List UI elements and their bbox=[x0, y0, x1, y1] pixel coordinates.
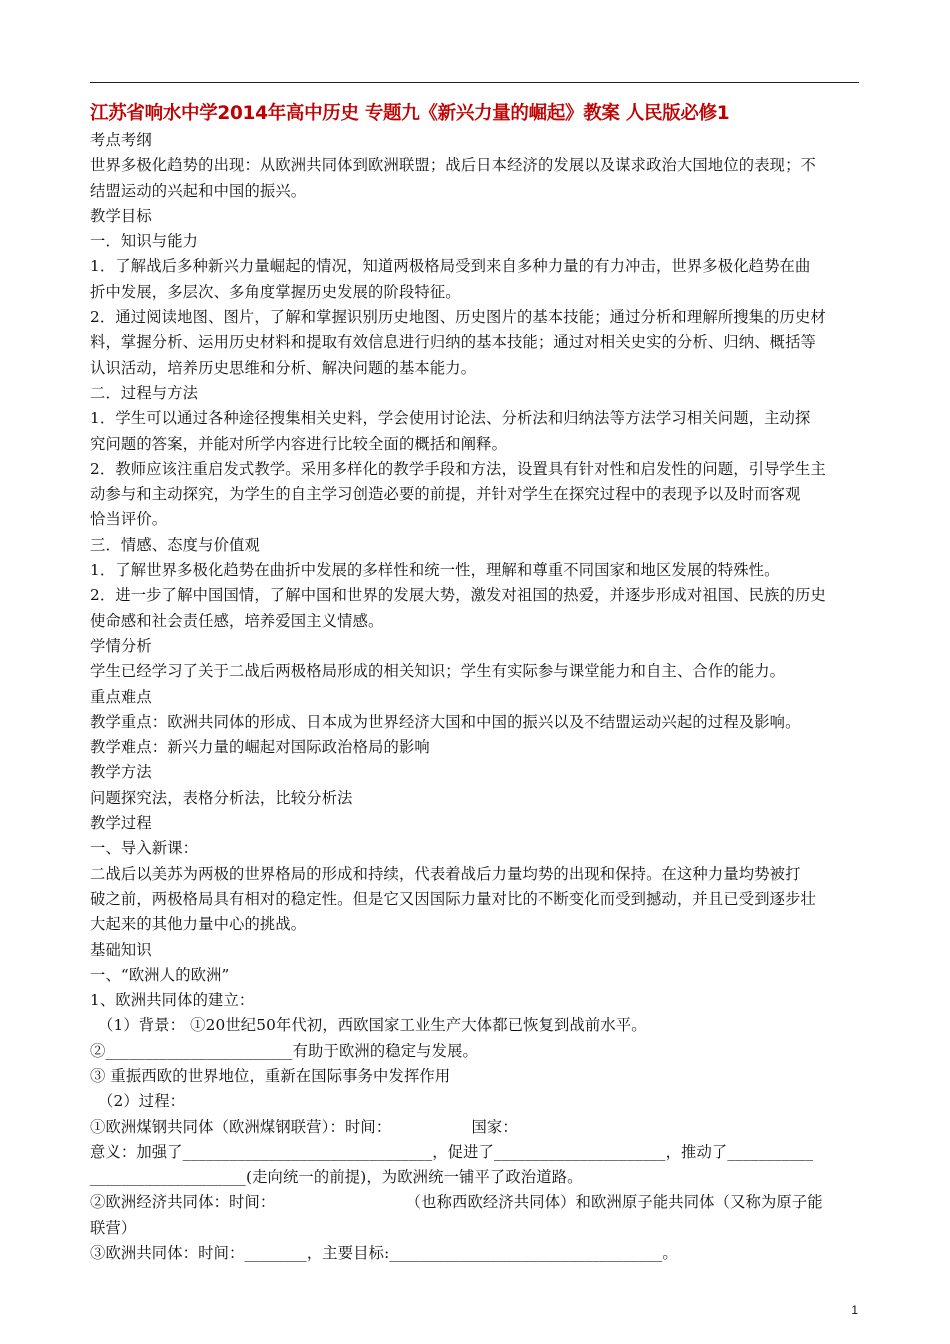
text-line: 教学难点：新兴力量的崛起对国际政治格局的影响 bbox=[90, 738, 430, 757]
text-line: 教学重点：欧洲共同体的形成、日本成为世界经济大国和中国的振兴以及不结盟运动兴起的过程及影响。 bbox=[90, 712, 801, 731]
text-line: ③ 重振西欧的世界地位，重新在国际事务中发挥作用 bbox=[90, 1066, 451, 1085]
page-number: 1 bbox=[851, 1303, 858, 1317]
text-line: ____________________(走向统一的前提)，为欧洲统一铺平了政治道路。 bbox=[90, 1168, 583, 1187]
text-line: 教学过程 bbox=[90, 814, 152, 833]
text-line: 动参与和主动探究，为学生的自主学习创造必要的前提，并针对学生在探究过程中的表现予以及时而客观 bbox=[90, 485, 801, 504]
text-line: 二战后以美苏为两极的世界格局的形成和持续，代表着战后力量均势的出现和保持。在这种力量均势被打 bbox=[90, 864, 801, 883]
text-line: 究问题的答案，并能对所学内容进行比较全面的概括和阐释。 bbox=[90, 434, 508, 453]
text-line: （2）过程： bbox=[98, 1092, 186, 1111]
text-line: 学生已经学习了关于二战后两极格局形成的相关知识；学生有实际参与课堂能力和自主、合作的能力。 bbox=[90, 662, 786, 681]
text-line: 破之前，两极格局具有相对的稳定性。但是它又因国际力量对比的不断变化而受到撼动，并且已受到逐步壮 bbox=[90, 889, 817, 908]
text-line: 1．了解战后多种新兴力量崛起的情况，知道两极格局受到来自多种力量的有力冲击，世界多极化趋势在曲 bbox=[90, 257, 811, 276]
text-line: 教学方法 bbox=[90, 763, 152, 782]
text-line: 一、导入新课： bbox=[90, 839, 199, 858]
text-line: 意义：加强了________________________________，促进了______________________，推动了___________ bbox=[90, 1142, 814, 1161]
text-line: 一、“欧洲人的欧洲” bbox=[90, 965, 230, 984]
text-line: 2．教师应该注重启发式教学。采用多样化的教学手段和方法，设置具有针对性和启发性的问题，引导学生主 bbox=[90, 459, 826, 478]
text-line: 二．过程与方法 bbox=[90, 383, 199, 402]
document-title: 江苏省响水中学2014年高中历史 专题九《新兴力量的崛起》教案 人民版必修1 bbox=[90, 103, 730, 124]
text-line: 一．知识与能力 bbox=[90, 232, 199, 251]
text-line: 1．学生可以通过各种途径搜集相关史料，学会使用讨论法、分析法和归纳法等方法学习相关问题，主动探 bbox=[90, 409, 811, 428]
text-line: 三．情感、态度与价值观 bbox=[90, 535, 260, 554]
text-line: 基础知识 bbox=[90, 940, 152, 959]
text-line: 料，掌握分析、运用历史材料和提取有效信息进行归纳的基本技能；通过对相关史实的分析、归纳、概括等 bbox=[90, 333, 817, 352]
text-line: 世界多极化趋势的出现：从欧洲共同体到欧洲联盟；战后日本经济的发展以及谋求政治大国地位的表现；不 bbox=[90, 156, 817, 175]
text-line: 考点考纲 bbox=[90, 131, 152, 149]
text-line: 1．了解世界多极化趋势在曲折中发展的多样性和统一性，理解和尊重不同国家和地区发展的特殊性。 bbox=[90, 561, 780, 580]
header-rule bbox=[90, 82, 859, 83]
document-page bbox=[90, 100, 860, 1266]
text-line: 教学目标 bbox=[90, 206, 152, 225]
text-line: ①欧洲煤钢共同体（欧洲煤钢联营）：时间： 国家： bbox=[90, 1117, 518, 1136]
text-line: 1、欧洲共同体的建立： bbox=[90, 991, 255, 1010]
text-line: 恰当评价。 bbox=[90, 510, 168, 529]
text-line: 学情分析 bbox=[90, 636, 152, 655]
text-line: 结盟运动的兴起和中国的振兴。 bbox=[90, 181, 307, 200]
text-line: 问题探究法，表格分析法，比较分析法 bbox=[90, 788, 353, 807]
text-line: 2．进一步了解中国国情，了解中国和世界的发展大势，激发对祖国的热爱，并逐步形成对祖国、民族的历史 bbox=[90, 586, 826, 605]
text-line: 折中发展，多层次、多角度掌握历史发展的阶段特征。 bbox=[90, 282, 461, 301]
text-line: （1）背景： ①20世纪50年代初，西欧国家工业生产大体都已恢复到战前水平。 bbox=[98, 1016, 647, 1035]
text-line: 2．通过阅读地图、图片，了解和掌握识别历史地图、历史图片的基本技能；通过分析和理解所搜集的历史材 bbox=[90, 308, 826, 327]
text-line: 联营） bbox=[90, 1218, 137, 1237]
text-line: 重点难点 bbox=[90, 687, 152, 706]
text-line: 使命感和社会责任感，培养爱国主义情感。 bbox=[90, 611, 384, 630]
text-line: ③欧洲共同体：时间：________，主要目标:___________________________________。 bbox=[90, 1244, 678, 1263]
text-line: 大起来的其他力量中心的挑战。 bbox=[90, 915, 307, 934]
text-line: ②________________________有助于欧洲的稳定与发展。 bbox=[90, 1041, 478, 1060]
text-line: ②欧洲经济共同体：时间： （也称西欧经济共同体）和欧洲原子能共同体（又称为原子能 bbox=[90, 1193, 823, 1212]
text-line: 认识活动，培养历史思维和分析、解决问题的基本能力。 bbox=[90, 358, 477, 377]
